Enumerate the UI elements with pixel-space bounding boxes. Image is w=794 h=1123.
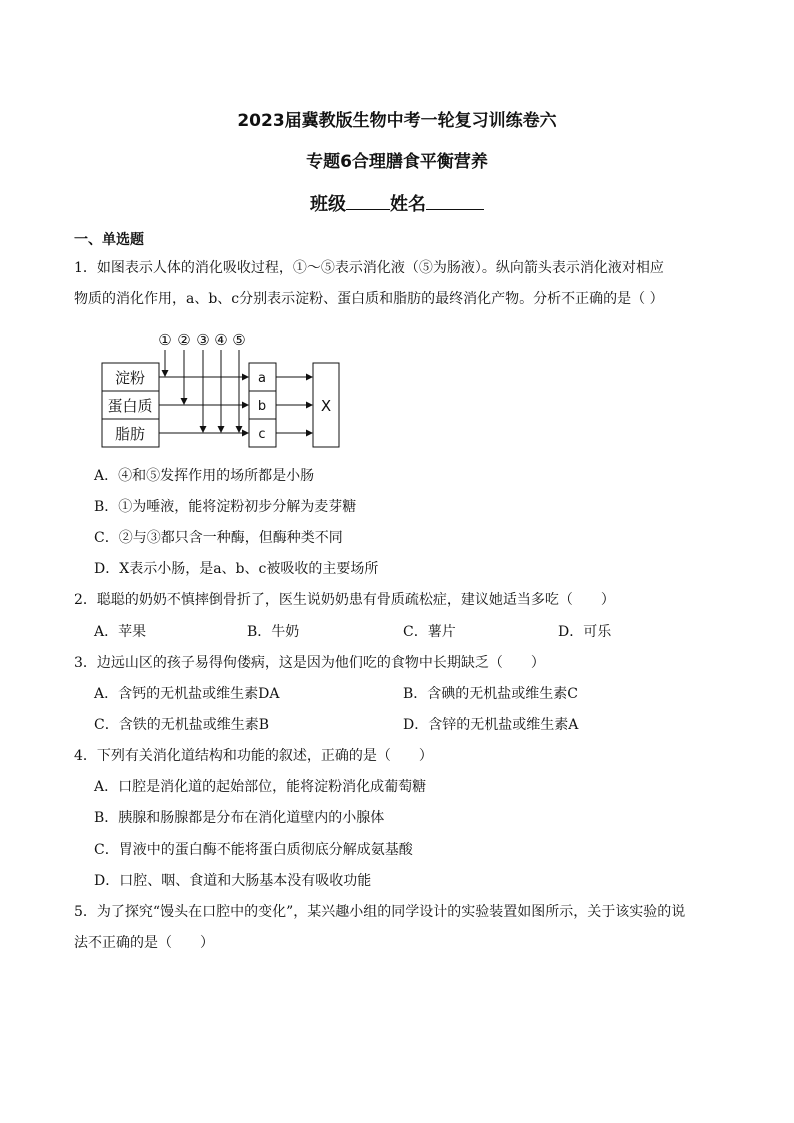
q4-option-d[interactable]: D．口腔、咽、食道和大肠基本没有吸收功能 [94,873,372,889]
name-blank[interactable] [426,195,484,210]
organ-x: X [320,397,332,415]
q3-option-a[interactable]: A．含钙的无机盐或维生素DA [94,686,280,702]
section-heading: 一、单选题 [74,232,144,248]
q2-stem: 2．聪聪的奶奶不慎摔倒骨折了，医生说奶奶患有骨质疏松症，建议她适当多吃（ ） [74,592,615,608]
q1-option-a[interactable]: A．④和⑤发挥作用的场所都是小肠 [94,468,315,484]
q1-stem-line2: 物质的消化作用，a、b、c分别表示淀粉、蛋白质和脂肪的最终消化产物。分析不正确的是（ ） [74,291,664,307]
exam-title: 2023届冀教版生物中考一轮复习训练卷六 [237,111,557,131]
exam-subtitle: 专题6合理膳食平衡营养 [306,152,488,172]
q2-option-c[interactable]: C．薯片 [403,624,456,640]
q3-stem: 3．边远山区的孩子易得佝偻病，这是因为他们吃的食物中长期缺乏（ ） [74,655,545,671]
q1-option-b[interactable]: B．①为唾液，能将淀粉初步分解为麦芽糖 [94,499,357,515]
q3-option-d[interactable]: D．含锌的无机盐或维生素A [403,717,579,733]
product-a: a [258,371,266,386]
q4-option-c[interactable]: C．胃液中的蛋白酶不能将蛋白质彻底分解成氨基酸 [94,842,413,858]
product-c: c [258,427,266,442]
q1-option-c[interactable]: C．②与③都只含一种酶，但酶种类不同 [94,530,343,546]
q2-option-d[interactable]: D．可乐 [558,624,612,640]
class-label: 班级 [310,194,346,215]
q2-option-b[interactable]: B．牛奶 [247,624,300,640]
juice-label-5: ⑤ [232,331,246,349]
juice-label-4: ④ [214,331,228,349]
juice-label-1: ① [158,331,172,349]
name-label: 姓名 [390,194,426,215]
q4-option-b[interactable]: B．胰腺和肠腺都是分布在消化道壁内的小腺体 [94,810,385,826]
substance-protein: 蛋白质 [107,397,153,415]
q1-option-d[interactable]: D．X表示小肠，是a、b、c被吸收的主要场所 [94,561,379,577]
substance-fat: 脂肪 [114,425,146,443]
q5-stem-line1: 5．为了探究“馒头在口腔中的变化”，某兴趣小组的同学设计的实验装置如图所示，关于该实验的说 [74,904,686,920]
juice-label-2: ② [177,331,191,349]
q5-stem-line2: 法不正确的是（ ） [74,935,214,951]
q2-option-a[interactable]: A．苹果 [94,624,147,640]
juice-label-3: ③ [196,331,210,349]
q3-option-c[interactable]: C．含铁的无机盐或维生素B [94,717,269,733]
q3-option-b[interactable]: B．含碘的无机盐或维生素C [403,686,578,702]
q4-option-a[interactable]: A．口腔是消化道的起始部位，能将淀粉消化成葡萄糖 [94,779,427,795]
q1-stem-line1: 1．如图表示人体的消化吸收过程，①～⑤表示消化液（⑤为肠液）。纵向箭头表示消化液对相应 [74,260,664,276]
q4-stem: 4．下列有关消化道结构和功能的叙述，正确的是（ ） [74,748,433,764]
product-b: b [257,399,267,414]
class-blank[interactable] [346,195,390,210]
digestion-diagram [100,326,370,450]
student-info-line [0,190,794,216]
substance-starch: 淀粉 [114,369,146,387]
